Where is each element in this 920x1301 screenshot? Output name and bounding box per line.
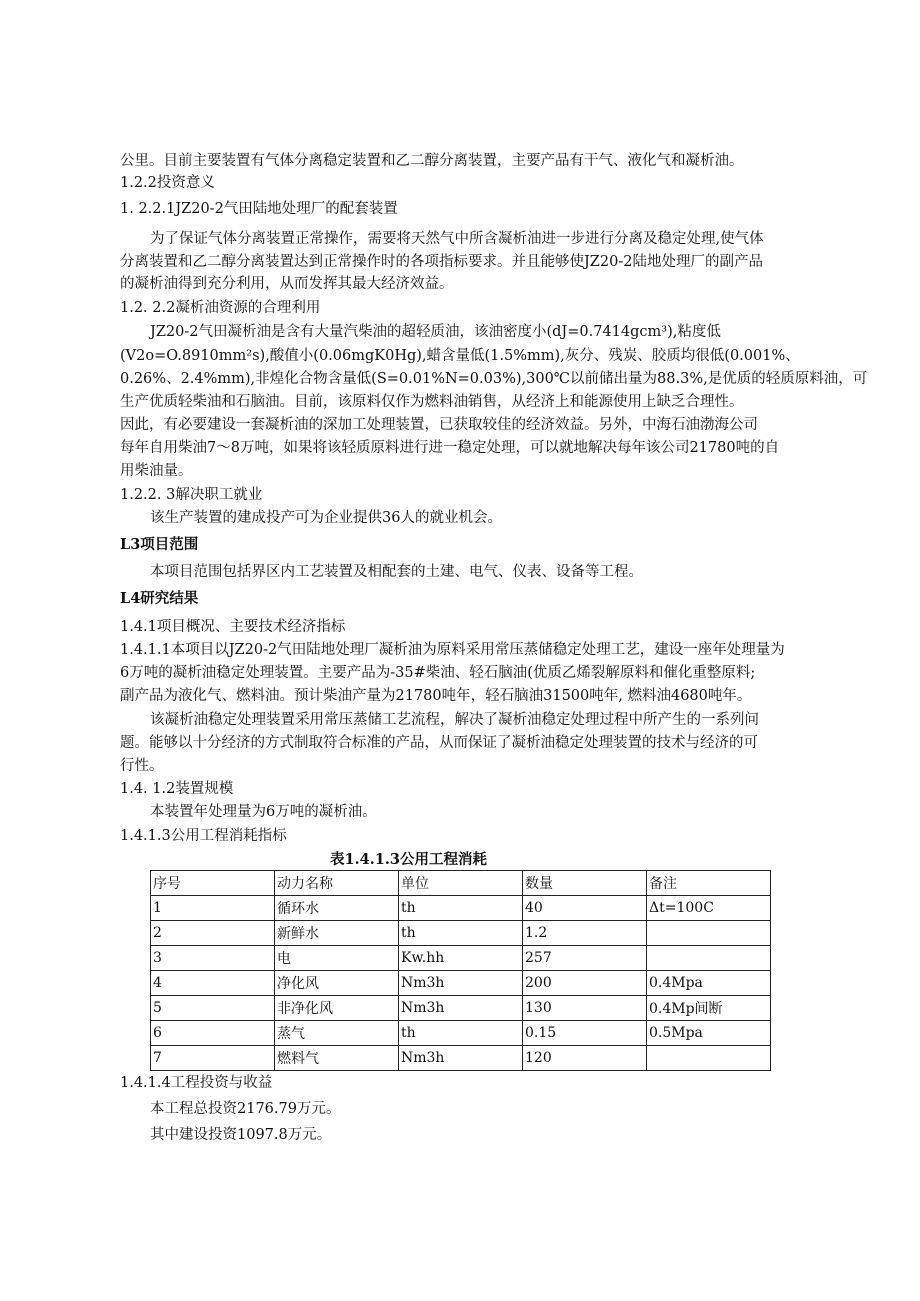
table-cell: Kw.hh [399, 946, 523, 971]
table-cell: th [399, 1021, 523, 1046]
paragraph-line: 副产品为液化气、燃料油。预计柴油产量为21780吨年，轻石脑油31500吨年, 燃料油4680吨年。 [120, 688, 752, 704]
paragraph-line: 其中建设投资1097.8万元。 [150, 1127, 332, 1143]
table-cell [647, 1046, 771, 1071]
table-cell: 燃料气 [275, 1046, 399, 1071]
header-cell: 数量 [523, 871, 647, 896]
paragraph-line: 为了保证气体分离装置正常操作，需要将天然气中所含凝析油进一步进行分离及稳定处理,使气体 [150, 231, 764, 247]
table-cell [647, 921, 771, 946]
table-cell: 0.4Mpa [647, 971, 771, 996]
table-cell: 电 [275, 946, 399, 971]
table-cell: 蒸气 [275, 1021, 399, 1046]
paragraph-line: 分离装置和乙二醇分离装置达到正常操作时的各项指标要求。并且能够使JZ20-2陆地处理厂的副产品 [120, 254, 763, 270]
table-cell: 130 [523, 996, 647, 1021]
table-cell: 3 [151, 946, 275, 971]
table-row [151, 1046, 771, 1071]
table-cell: th [399, 921, 523, 946]
table-cell: 0.5Mpa [647, 1021, 771, 1046]
table-cell: 257 [523, 946, 647, 971]
table-cell: 净化风 [275, 971, 399, 996]
paragraph-line: (V2o=O.8910mm²s),酸值小(0.06mgK0Hg),蜡含量低(1.5%mm),灰分、残炭、胶质均很低(0.001%、 [120, 348, 800, 364]
section-heading: 1.2.2. 3解决职工就业 [120, 487, 263, 503]
table-cell: 1 [151, 896, 275, 921]
header-cell: 单位 [399, 871, 523, 896]
table-cell: 7 [151, 1046, 275, 1071]
section-heading: 1.4.1.3公用工程消耗指标 [120, 828, 287, 844]
paragraph-line: 本项目范围包括界区内工艺装置及相配套的土建、电气、仪表、设备等工程。 [150, 564, 643, 580]
table-cell: 4 [151, 971, 275, 996]
table-cell: Nm3h [399, 996, 523, 1021]
paragraph-line: JZ20-2气田凝析油是含有大量汽柴油的超轻质油，该油密度小(dJ=0.7414gcm³),粘度低 [150, 324, 721, 340]
paragraph-line: 的凝析油得到充分利用，从而发挥其最大经济效益。 [120, 276, 454, 292]
table-cell: 0.4Mp间断 [647, 996, 771, 1021]
table-row [151, 1021, 771, 1046]
table-cell: 非净化风 [275, 996, 399, 1021]
table-cell: 1.2 [523, 921, 647, 946]
section-heading: 1.4.1项目概况、主要技术经济指标 [120, 619, 346, 635]
table-cell [647, 946, 771, 971]
paragraph-line: 本工程总投资2176.79万元。 [150, 1101, 341, 1117]
utility-consumption-table [150, 870, 771, 1071]
table-row [151, 971, 771, 996]
table-cell: 2 [151, 921, 275, 946]
text-line: 公里。目前主要装置有气体分离稳定装置和乙二醇分离装置，主要产品有干气、液化气和凝析油。 [120, 153, 744, 169]
section-heading: 1. 2.2.1JZ20-2气田陆地处理厂的配套装置 [120, 201, 398, 217]
section-heading: L4研究结果 [120, 590, 199, 607]
table-cell: 0.15 [523, 1021, 647, 1046]
table-cell: Nm3h [399, 1046, 523, 1071]
paragraph-line: 行性。 [120, 758, 164, 774]
table-cell: 5 [151, 996, 275, 1021]
table-cell: 新鲜水 [275, 921, 399, 946]
paragraph-line: 每年自用柴油7～8万吨，如果将该轻质原料进行进一稳定处理，可以就地解决每年该公司21780吨的自 [120, 440, 780, 456]
table-cell: 200 [523, 971, 647, 996]
table-row [151, 996, 771, 1021]
section-heading: 1.4. 1.2装置规模 [120, 781, 234, 797]
table-row [151, 896, 771, 921]
table-cell: 6 [151, 1021, 275, 1046]
section-heading: 1.2.2投资意义 [120, 175, 215, 191]
table-cell: 120 [523, 1046, 647, 1071]
paragraph-line: 1.4.1.1本项目以JZ20-2气田陆地处理厂凝析油为原料采用常压蒸储稳定处理工艺，建设一座年处理量为 [120, 642, 785, 658]
paragraph-line: 用柴油量。 [120, 463, 193, 479]
section-heading: 1.2. 2.2凝析油资源的合理利用 [120, 300, 321, 316]
table-cell: Nm3h [399, 971, 523, 996]
table-cell: 循环水 [275, 896, 399, 921]
header-cell: 序号 [151, 871, 275, 896]
table-row [151, 921, 771, 946]
header-cell: 动力名称 [275, 871, 399, 896]
header-cell: 备注 [647, 871, 771, 896]
section-heading: L3项目范围 [120, 536, 199, 553]
paragraph-line: 本装置年处理量为6万吨的凝析油。 [150, 804, 377, 820]
table-row [151, 946, 771, 971]
paragraph-line: 因此，有必要建设一套凝析油的深加工处理装置，已获取较佳的经济效益。另外，中海石油渤海公司 [120, 417, 758, 433]
paragraph-line: 生产优质轻柴油和石脑油。目前，该原料仅作为燃料油销售，从经济上和能源使用上缺乏合理性。 [120, 394, 744, 410]
table-cell: Δt=100C [647, 896, 771, 921]
section-heading: 1.4.1.4工程投资与收益 [120, 1075, 273, 1091]
paragraph-line: 0.26%、2.4%mm),非煌化合物含量低(S=0.01%N=0.03%),300℃以前储出量为88.3%,是优质的轻质原料油，可 [120, 371, 868, 387]
table-caption: 表1.4.1.3公用工程消耗 [330, 851, 488, 868]
table-cell: 40 [523, 896, 647, 921]
paragraph-line: 该生产装置的建成投产可为企业提供36人的就业机会。 [150, 510, 502, 526]
table-header-row [151, 871, 771, 896]
table-cell: th [399, 896, 523, 921]
paragraph-line: 6万吨的凝析油稳定处理装置。主要产品为-35#柴油、轻石脑油(优质乙烯裂解原料和催化重整原料; [120, 665, 756, 681]
paragraph-line: 该凝析油稳定处理装置采用常压蒸储工艺流程，解决了凝析油稳定处理过程中所产生的一系列问 [150, 712, 759, 728]
paragraph-line: 题。能够以十分经济的方式制取符合标准的产品，从而保证了凝析油稳定处理装置的技术与经济的可 [120, 735, 758, 751]
